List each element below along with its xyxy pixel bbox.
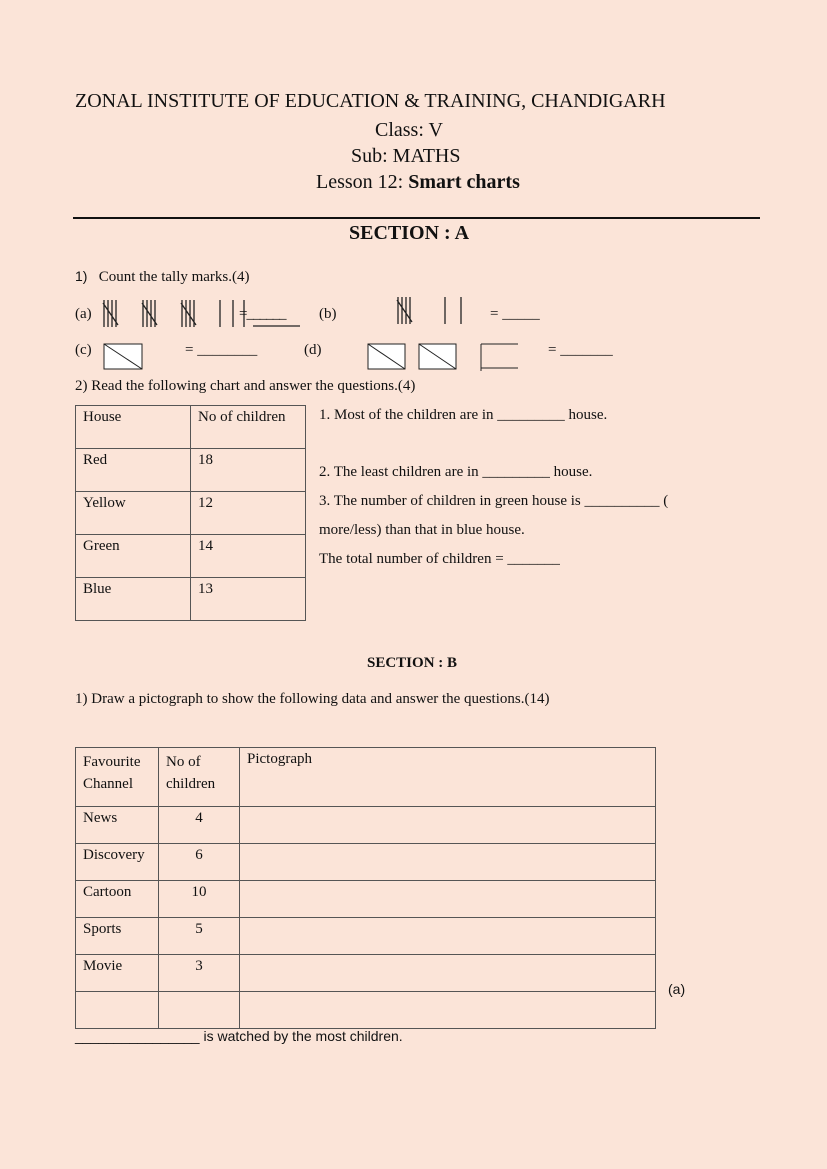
equals-c: = ________ — [185, 342, 258, 358]
table-row — [76, 492, 306, 535]
pictograph-cell[interactable] — [240, 955, 656, 992]
institute-title: ZONAL INSTITUTE OF EDUCATION & TRAINING, CHANDIGARH — [75, 90, 666, 112]
lesson-name: Smart charts — [408, 171, 520, 193]
q1-text: Count the tally marks.(4) — [98, 269, 250, 285]
pictograph-cell[interactable] — [240, 918, 656, 955]
answer-text: is watched by the most children. — [199, 1028, 403, 1044]
table-row — [76, 449, 306, 492]
lesson-title — [316, 171, 520, 194]
count-cell: 5 — [159, 918, 240, 955]
equals-a: =______ — [239, 306, 286, 322]
table-row — [76, 881, 656, 918]
box-tally-c-icon — [103, 343, 145, 371]
question-3-cont: more/less) than that in blue house. — [319, 522, 525, 538]
answer-line — [75, 1028, 403, 1044]
channel-cell: Movie — [76, 955, 159, 992]
blank: ________________ — [75, 1028, 200, 1044]
label-a: (a) — [75, 306, 92, 322]
pictograph-cell[interactable] — [240, 807, 656, 844]
header-children: No of children — [191, 406, 306, 449]
tally-b-icon — [394, 294, 474, 328]
count-cell: 10 — [159, 881, 240, 918]
house-cell: Blue — [76, 578, 191, 621]
pictograph-cell[interactable] — [240, 844, 656, 881]
q2-prompt: 2) Read the following chart and answer the questions.(4) — [75, 378, 416, 394]
side-label-a: (a) — [668, 981, 686, 997]
table-row — [76, 578, 306, 621]
table-row — [76, 918, 656, 955]
header-channel: Favourite Channel — [76, 748, 159, 807]
house-cell: Yellow — [76, 492, 191, 535]
channel-cell: News — [76, 807, 159, 844]
count-cell — [159, 992, 240, 1029]
channel-cell: Discovery — [76, 844, 159, 881]
house-table — [75, 405, 306, 621]
label-b: (b) — [319, 306, 337, 322]
channel-table — [75, 747, 656, 1029]
class-label: Class: V — [375, 119, 443, 141]
section-b-q1: 1) Draw a pictograph to show the following data and answer the questions.(14) — [75, 691, 550, 707]
question-3: 3. The number of children in green house is __________ ( — [319, 493, 669, 509]
table-row — [76, 844, 656, 881]
channel-cell — [76, 992, 159, 1029]
count-cell: 12 — [191, 492, 306, 535]
equals-b: = _____ — [490, 306, 540, 322]
count-cell: 3 — [159, 955, 240, 992]
label-c: (c) — [75, 342, 92, 358]
box-tally-d-icon — [367, 343, 527, 373]
question-1: 1. Most of the children are in _________ house. — [319, 407, 608, 423]
house-cell: Green — [76, 535, 191, 578]
header-children: No of children — [159, 748, 240, 807]
count-cell: 6 — [159, 844, 240, 881]
question-total: The total number of children = _______ — [319, 551, 560, 567]
table-row — [76, 807, 656, 844]
table-row — [76, 535, 306, 578]
header-pictograph: Pictograph — [240, 748, 656, 807]
header-divider — [73, 217, 760, 219]
count-cell: 18 — [191, 449, 306, 492]
count-cell: 14 — [191, 535, 306, 578]
subject-label: Sub: MATHS — [351, 145, 461, 167]
count-cell: 4 — [159, 807, 240, 844]
question-2: 2. The least children are in _________ house. — [319, 464, 593, 480]
channel-cell: Sports — [76, 918, 159, 955]
section-a-title: SECTION : A — [349, 222, 470, 244]
pictograph-cell[interactable] — [240, 881, 656, 918]
pictograph-cell[interactable] — [240, 992, 656, 1029]
count-cell: 13 — [191, 578, 306, 621]
lesson-prefix: Lesson 12: — [316, 171, 409, 193]
q1-prompt — [75, 268, 250, 286]
q1-number: 1) — [75, 268, 88, 284]
label-d: (d) — [304, 342, 322, 358]
table-row — [76, 955, 656, 992]
table-row — [76, 992, 656, 1029]
house-cell: Red — [76, 449, 191, 492]
section-b-title: SECTION : B — [367, 655, 458, 671]
header-house: House — [76, 406, 191, 449]
equals-d: = _______ — [548, 342, 613, 358]
channel-cell: Cartoon — [76, 881, 159, 918]
